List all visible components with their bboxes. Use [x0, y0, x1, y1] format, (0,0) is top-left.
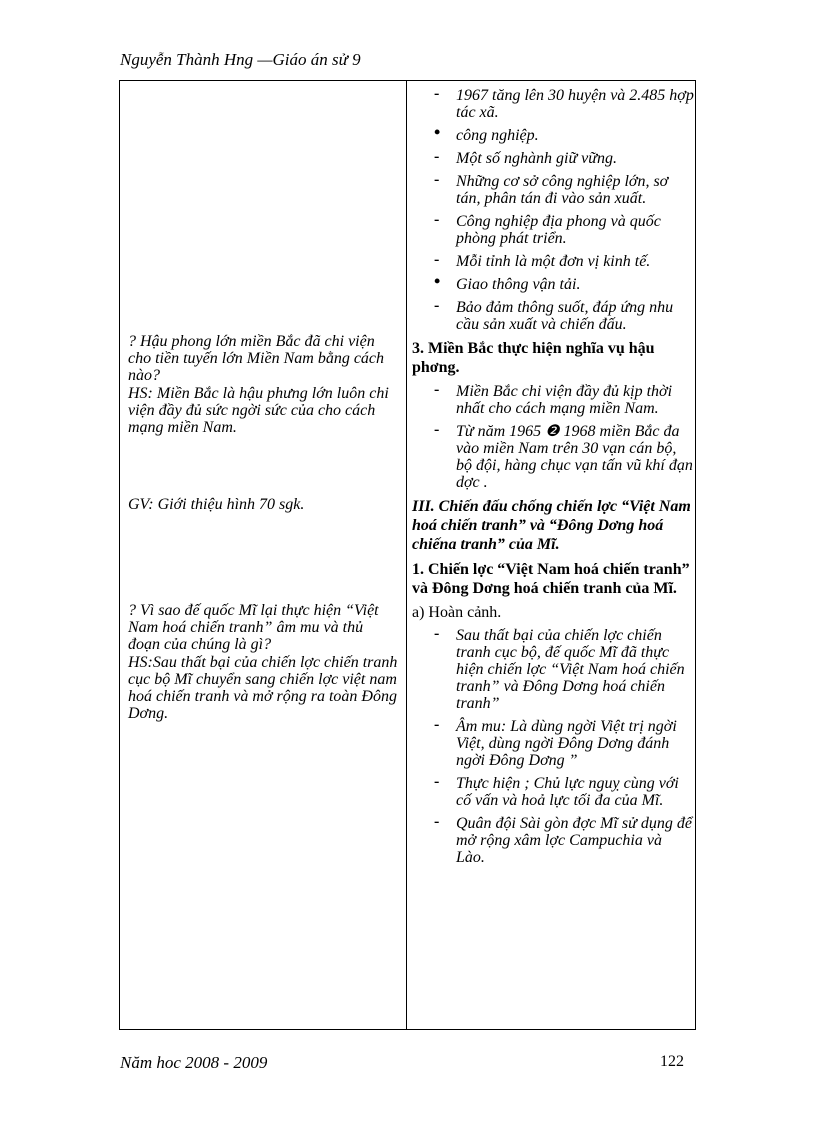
list-item-text: Từ năm 1965 ❷ 1968 miền Bắc đa vào miền Nam trên 30 vạn cán bộ, bộ đội, hàng chục vạn tấn vũ khí đạn dợc .: [456, 423, 693, 491]
content-column: [412, 87, 694, 872]
list-item: [412, 383, 694, 417]
list-item: [412, 775, 694, 809]
dash-icon: -: [434, 381, 440, 398]
question-1: ? Hậu phong lớn miền Bắc đã chi viện cho tiền tuyến lớn Miền Nam bằng cách nào?: [128, 333, 385, 384]
column-divider: [406, 81, 407, 1029]
list-item-text: Sau thất bại của chiến lợc chiến tranh cục bộ, đế quốc Mĩ đã thực hiện chiến lợc “Việt Nam hoá chiến tranh” và Đông Dơng hoá chiến tranh”: [456, 627, 685, 712]
dash-icon: -: [434, 716, 440, 733]
list-item: [412, 87, 694, 121]
list-item: [412, 718, 694, 769]
teacher-note: GV: Giới thiệu hình 70 sgk.: [128, 496, 305, 513]
list-item-text: Những cơ sở công nghiệp lớn, sơ tán, phân tán đi vào sản xuất.: [456, 173, 669, 207]
dash-icon: -: [434, 251, 440, 268]
section-3-heading: 3. Miền Bắc thực hiện nghĩa vụ hậu phơng.: [412, 340, 655, 376]
list-item-text: Thực hiện ; Chủ lực nguỵ cùng với cố vấn và hoả lực tối đa của Mĩ.: [456, 775, 679, 809]
bullet-icon: •: [434, 122, 441, 142]
list-item: [412, 173, 694, 207]
subsection-a: a) Hoàn cảnh.: [412, 604, 502, 621]
school-year: Năm hoc 2008 - 2009: [120, 1053, 268, 1072]
lesson-table: [119, 80, 696, 1030]
list-b: [412, 383, 694, 491]
dash-icon: -: [434, 297, 440, 314]
list-item: [412, 271, 694, 293]
question-2: ? Vì sao đế quốc Mĩ lại thực hiện “Việt Nam hoá chiến tranh” âm mu và thủ đoạn của chúng là gì?: [128, 602, 379, 653]
section-1-heading: 1. Chiến lợc “Việt Nam hoá chiến tranh” và Đông Dơng hoá chiến tranh của Mĩ.: [412, 561, 690, 597]
list-item: [412, 423, 694, 491]
dash-icon: -: [434, 211, 440, 228]
dash-icon: -: [434, 148, 440, 165]
page-header: Nguyễn Thành Hng —Giáo án sử 9: [120, 50, 361, 69]
list-item-text: Bảo đảm thông suốt, đáp ứng nhu cầu sản xuất và chiến đấu.: [456, 299, 674, 333]
list-item: [412, 122, 694, 144]
list-item: [412, 150, 694, 167]
list-item-text: Mỗi tỉnh là một đơn vị kinh tế.: [456, 253, 651, 270]
bullet-icon: •: [434, 271, 441, 291]
list-c: [412, 627, 694, 866]
list-a: [412, 87, 694, 333]
list-item: [412, 253, 694, 270]
list-item-text: Âm mu: Là dùng ngời Việt trị ngời Việt, dùng ngời Đông Dơng đánh ngời Đông Dơng ”: [456, 718, 677, 769]
dash-icon: -: [434, 421, 440, 438]
list-item: [412, 627, 694, 712]
dash-icon: -: [434, 171, 440, 188]
list-item: [412, 213, 694, 247]
list-item-text: Quân đội Sài gòn đợc Mĩ sử dụng để mở rộng xâm lợc Campuchia và Lào.: [456, 815, 692, 866]
dash-icon: -: [434, 773, 440, 790]
list-item-text: Giao thông vận tải.: [456, 276, 581, 293]
answer-1: HS: Miền Bắc là hậu phưng lớn luôn chi viện đầy đủ sức ngời sức của cho cách mạng miền Nam.: [128, 385, 389, 436]
dash-icon: -: [434, 813, 440, 830]
dash-icon: -: [434, 85, 440, 102]
section-iii-heading: III. Chiến đấu chống chiến lợc “Việt Nam hoá chiến tranh” và “Đông Dơng hoá chiếna tranh” của Mĩ.: [412, 498, 691, 553]
list-item-text: Một số nghành giữ vững.: [456, 150, 617, 167]
list-item-text: 1967 tăng lên 30 huyện và 2.485 hợp tác xã.: [456, 87, 694, 121]
page-number: 122: [660, 1053, 684, 1070]
list-item: [412, 299, 694, 333]
list-item-text: công nghiệp.: [456, 127, 539, 144]
list-item: [412, 815, 694, 866]
answer-2: HS:Sau thất bại của chiến lợc chiến tranh cục bộ Mĩ chuyển sang chiến lợc việt nam hoá chiến tranh và mở rộng ra toàn Đông Dơng.: [128, 654, 398, 722]
list-item-text: Công nghiệp địa phong và quốc phòng phát triển.: [456, 213, 661, 247]
list-item-text: Miền Bắc chi viện đầy đủ kịp thời nhất cho cách mạng miền Nam.: [456, 383, 673, 417]
dash-icon: -: [434, 625, 440, 642]
